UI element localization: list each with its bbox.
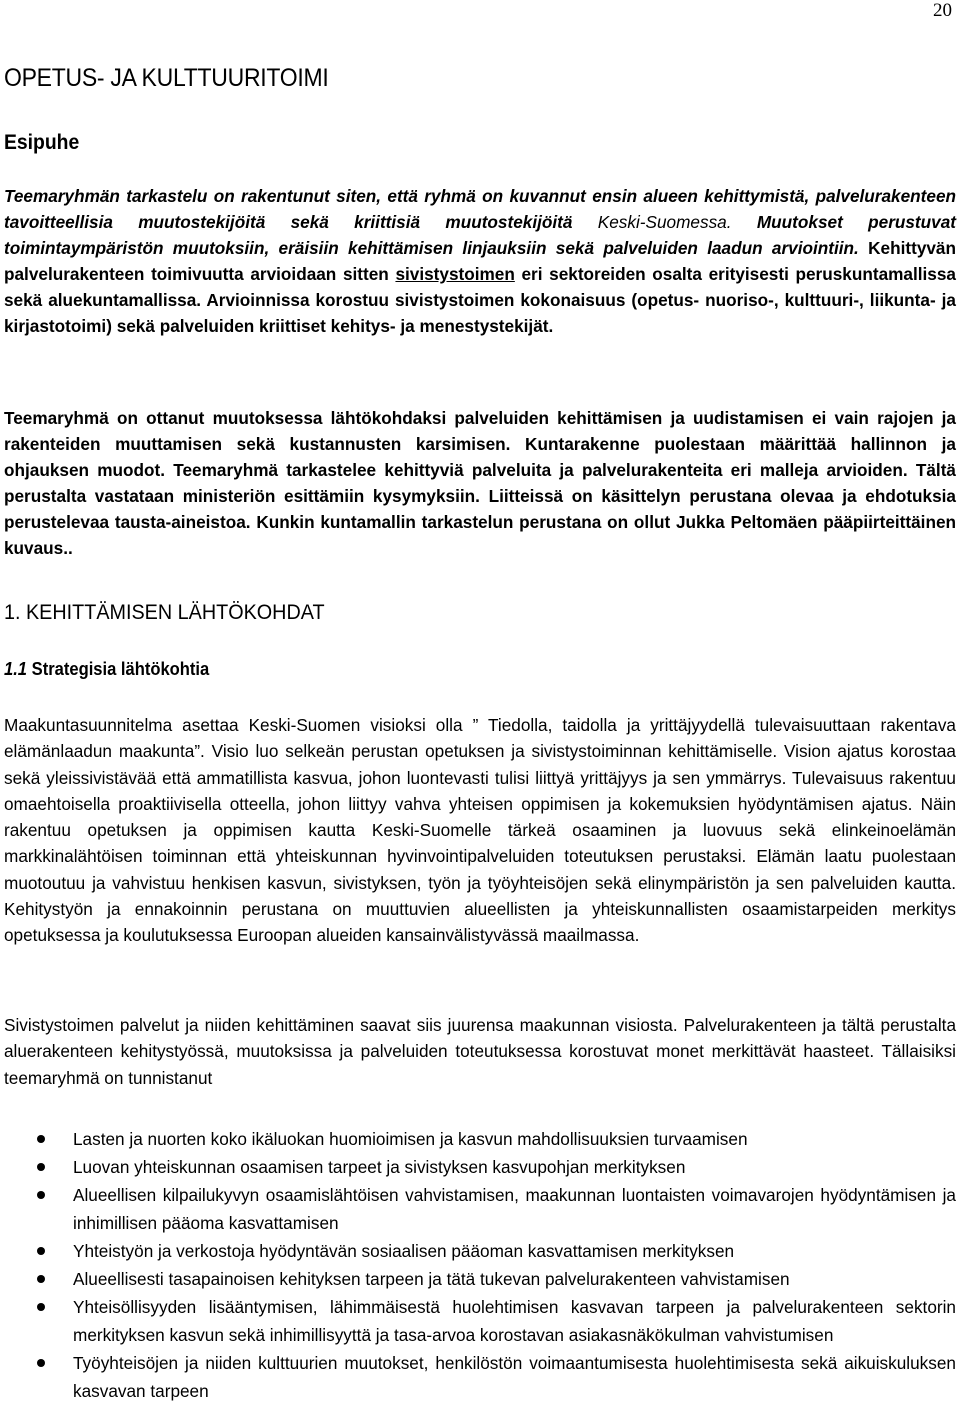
section-subtitle: Esipuhe	[4, 130, 80, 154]
challenges-bullet-list	[4, 1125, 956, 1405]
intro-italic-text-b: Keski-Suomessa.	[597, 212, 732, 232]
list-item: Alueellisesti tasapainoisen kehityksen tarpeen ja tätä tukevan palvelurakenteen vahvistamisen	[4, 1265, 956, 1293]
body-paragraph-1: Maakuntasuunnitelma asettaa Keski-Suomen visioksi olla ” Tiedolla, taidolla ja yrittäjyydellä tulevaisuuttaan rakentava elämänlaadun maakunta”. Visio luo selkeän perustan opetuksen ja sivistystoiminnan kehittämiselle. Vision ajatus korostaa sekä yleissivistävää että ammatillista kasvua, johon luontevasti tulisi liittyä yrittäjyys ja sen ymmärrys. Tulevaisuus rakentuu omaehtoisella proaktiivisella otteella, johon liittyy vahva yhteisen oppimisen ja kokemuksien hyödyntämisen ajatus. Näin rakentuu opetuksen ja oppimisen kautta Keski-Suomelle tärkeä osaaminen ja luovuus sekä elinkeinoelämän markkinalähtöisen toiminnan että yhteiskunnan hyvinvointipalveluiden toteutuksen perustaksi. Elämän laatu puolestaan muotoutuu ja vahvistuu henkisen kasvun, sivistyksen, työn ja työyhteisöjen sekä elinympäristön ja sen palveluiden kautta. Kehitystyön ja ennakoinnin perustana on muuttuvien alueellisten ja yhteiskunnallisten osaamistarpeiden merkitys opetuksessa ja koulutuksessa Euroopan alueiden kansainvälistyvässä maailmassa.	[4, 715, 956, 946]
intro-underlined-term: sivistystoimen	[395, 264, 515, 284]
list-item: Alueellisen kilpailukyvyn osaamislähtöisen vahvistamisen, maakunnan luontaisten voimavarojen hyödyntämisen ja inhimillisen pääoma kasvattamisen	[4, 1181, 956, 1237]
list-item: Työyhteisöjen ja niiden kulttuurien muutokset, henkilöstön voimaantumisesta huolehtimisesta sekä aikuiskuluksen kasvavan tarpeen	[4, 1349, 956, 1405]
intro-italic-text-c: Muutokset perustuvat toimintaympäristön muutoksiin, eräisiin kehittämisen linjauksiin sekä palveluiden laadun arviointiin.	[4, 212, 957, 258]
subsection-heading	[4, 659, 209, 680]
list-item: Yhteisöllisyyden lisääntymisen, lähimmäisestä huolehtimisen kasvavan tarpeen ja palvelurakenteen sektorin merkityksen kasvun sekä inhimillisyyttä ja tasa-arvoa korostavan asiakasnäkökulman vahvistumisen	[4, 1293, 956, 1349]
intro-bold-text-a: Kehittyvän palvelurakenteen toimivuutta arvioidaan sitten	[4, 238, 956, 284]
list-item: Luovan yhteiskunnan osaamisen tarpeet ja sivistyksen kasvupohjan merkityksen	[4, 1153, 956, 1181]
intro-paragraph-2: Teemaryhmä on ottanut muutoksessa lähtökohdaksi palveluiden kehittämisen ja uudistamisen ei vain rajojen ja rakenteiden muuttamisen sekä kustannusten karsimisen. Kuntarakenne puolestaan määrittää hallinnon ja ohjauksen muodot. Teemaryhmä tarkastelee kehittyviä palveluita ja palvelurakenteita eri malleja arvioiden. Tältä perustalta vastataan ministeriön esittämiin kysymyksiin. Liitteissä on käsittelyn perustana olevaa ja ehdotuksia perustelevaa tausta-aineistoa. Kunkin kuntamallin tarkastelun perustana on ollut Jukka Peltomäen pääpiirteittäinen kuvaus..	[4, 408, 956, 558]
subsection-number: 1.1	[4, 659, 28, 679]
intro-italic-text-a: Teemaryhmän tarkastelu on rakentunut siten, että ryhmä on kuvannut ensin alueen kehittymistä, palvelurakenteen tavoitteellisia muutostekijöitä sekä kriittisiä muutostekijöitä	[4, 186, 956, 232]
page-title: OPETUS- JA KULTTUURITOIMI	[4, 64, 329, 92]
body-paragraph-2: Sivistystoimen palvelut ja niiden kehittäminen saavat siis juurensa maakunnan visiosta. Palvelurakenteen ja tältä perustalta aluerakenteen kehitystyössä, muutoksissa ja palveluiden toteutuksessa korostuvat monet merkittävät haasteet. Tällaisiksi teemaryhmä on tunnistanut	[4, 1015, 956, 1088]
subsection-title: Strategisia lähtökohtia	[31, 659, 210, 679]
intro-bold-text-c: Arvioinnissa korostuu sivistystoimen kokonaisuus (opetus- nuoriso-, kulttuuri-, liikunta- ja kirjastotoimi) sekä palveluiden kriittiset kehitys- ja menestystekijät.	[4, 290, 956, 336]
intro-bold-text-b: eri sektoreiden osalta erityisesti peruskuntamallissa sekä aluekuntamallissa.	[4, 264, 956, 310]
list-item: Yhteistyön ja verkostoja hyödyntävän sosiaalisen pääoman kasvattamisen merkityksen	[4, 1237, 956, 1265]
list-item: Lasten ja nuorten koko ikäluokan huomioimisen ja kasvun mahdollisuuksien turvaamisen	[4, 1125, 956, 1153]
page-number: 20	[933, 0, 952, 21]
intro-paragraph-1	[4, 183, 956, 339]
section-heading: 1. KEHITTÄMISEN LÄHTÖKOHDAT	[4, 600, 325, 624]
